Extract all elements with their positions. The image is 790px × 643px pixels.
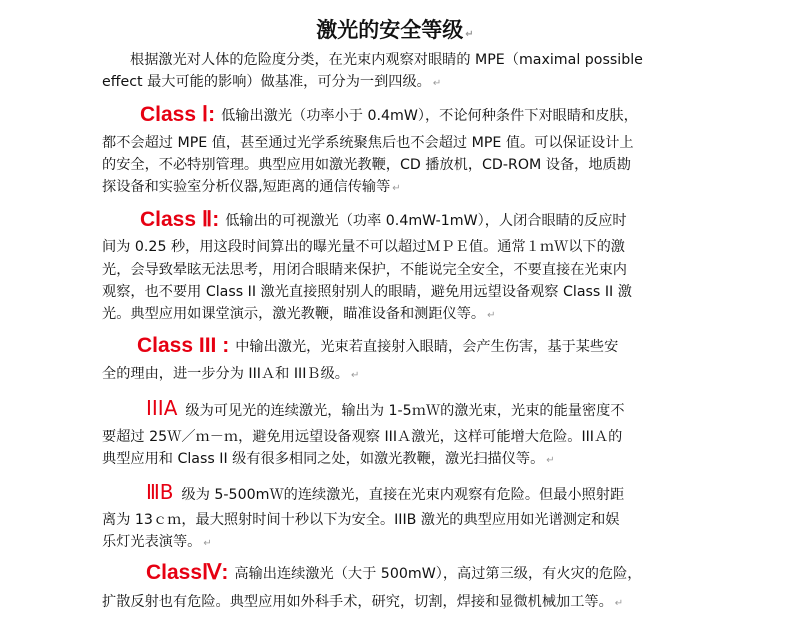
class3a-line-1-text: 级为可见光的连续激光，输出为 1-5ｍＷ的激光束，光束的能量密度不 — [185, 403, 625, 419]
class2-line-3: 光，会导致晕眩无法思考，用闭合眼睛来保护，不能说完全安全，不要直接在光束内 — [102, 262, 627, 278]
paragraph-mark: ↵ — [432, 78, 442, 89]
class2-line-5-text: 光。典型应用如课堂演示，激光教鞭，瞄准设备和测距仪等。 — [102, 306, 486, 322]
class3b-label: ⅢB — [146, 480, 174, 504]
class3-line-1 — [137, 336, 737, 357]
class4-line-1-text: 高输出连续激光（大于 500mW），高过第三级，有火灾的危险， — [234, 566, 642, 582]
class3a-label: IIIA — [146, 396, 178, 420]
class2-line-1 — [140, 210, 740, 231]
class4-label: ClassⅣ: — [146, 561, 229, 584]
class3-line-2-text: 全的理由，进一步分为 IIIＡ和 IIIＢ级。 — [102, 366, 349, 382]
class3a-line-1 — [146, 398, 746, 421]
class3-label: Class III : — [137, 334, 230, 357]
class4-line-2 — [102, 592, 702, 614]
paragraph-mark: ↵ — [465, 29, 474, 40]
class3-line-1-text: 中输出激光，光束若直接射入眼睛，会产生伤害，基于某些安 — [235, 339, 619, 355]
class2-line-4: 观察，也不要用 Class II 激光直接照射别人的眼睛，避免用远望设备观察 Class II 激 — [102, 284, 632, 300]
class3-line-2 — [102, 364, 702, 386]
class2-line-5 — [102, 304, 702, 326]
class4-line-1 — [146, 563, 746, 584]
class2-line-2: 间为 0.25 秒，用这段时间算出的曝光量不可以超过ＭＰＥ值。通常１ｍＷ以下的激 — [102, 239, 625, 255]
class1-line-2: 都不会超过 MPE 值，甚至通过光学系统聚焦后也不会超过 MPE 值。可以保证设计上 — [102, 135, 634, 151]
intro-line-2-text: effect 最大可能的影响）做基准，可分为一到四级。 — [102, 74, 431, 90]
class1-line-4-text: 探设备和实验室分析仪器,短距离的通信传输等 — [102, 179, 391, 195]
class2-label: Class Ⅱ: — [140, 208, 220, 231]
intro-line-1: 根据激光对人体的危险度分类，在光束内观察对眼睛的 MPE（maximal possible — [130, 52, 643, 68]
paragraph-mark: ↵ — [350, 370, 360, 381]
class3a-line-3-text: 典型应用和 Class II 级有很多相同之处，如激光教鞭，激光扫描仪等。 — [102, 451, 545, 467]
paragraph-mark: ↵ — [487, 310, 496, 321]
paragraph-mark: ↵ — [546, 455, 555, 466]
class1-line-3: 的安全，不必特别管理。典型应用如激光教鞭，CD 播放机，CD-ROM 设备，地质勘 — [102, 157, 631, 173]
intro-line-2 — [102, 72, 702, 94]
class2-line-1-text: 低输出的可视激光（功率 0.4mW-1mW），人闭合眼睛的反应时 — [225, 213, 627, 229]
class1-label: Class Ⅰ: — [140, 103, 216, 126]
paragraph-mark: ↵ — [392, 183, 401, 194]
class1-line-4 — [102, 177, 702, 199]
paragraph-mark: ↵ — [614, 598, 624, 609]
class4-line-2-text: 扩散反射也有危险。典型应用如外科手术，研究，切割，焊接和显微机械加工等。 — [102, 594, 613, 610]
page-title — [0, 14, 790, 44]
class3b-line-1-text: 级为 5-500mＷ的连续激光，直接在光束内观察有危险。但最小照射距 — [181, 487, 625, 503]
title-text: 激光的安全等级 — [316, 18, 464, 42]
class3a-line-2: 要超过 25Ｗ／ｍ－ｍ，避免用远望设备观察 IIIＡ激光，这样可能增大危险。IIIＡ的 — [102, 429, 623, 445]
class3a-line-3 — [102, 449, 702, 471]
class3b-line-1 — [146, 482, 746, 505]
class3b-line-3 — [102, 532, 702, 554]
paragraph-mark: ↵ — [203, 538, 212, 549]
class3b-line-3-text: 乐灯光表演等。 — [102, 534, 202, 550]
class1-line-1 — [140, 105, 740, 126]
class1-line-1-text: 低输出激光（功率小于 0.4mW），不论何种条件下对眼睛和皮肤， — [221, 108, 638, 124]
class3b-line-2: 离为 13ｃｍ，最大照射时间十秒以下为安全。IIIB 激光的典型应用如光谱测定和娱 — [102, 512, 620, 528]
